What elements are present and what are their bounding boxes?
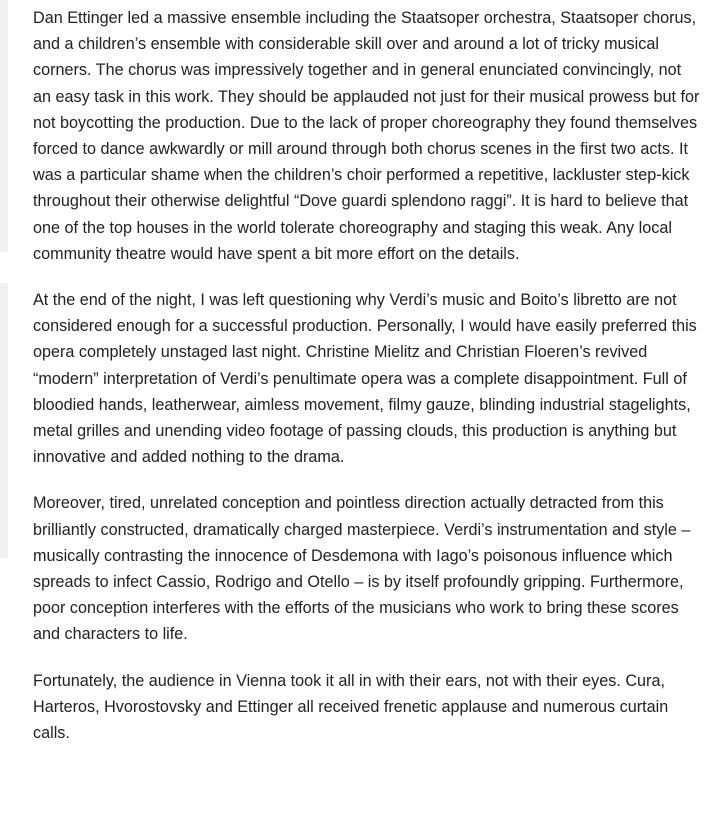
paragraph-production: At the end of the night, I was left questioning why Verdi’s music and Boito’s libretto are not considered enough for a successful production. Personally, I would have easily preferred this opera completely unstaged last night. Christine Mielitz and Christian Floeren’s revived “modern” interpretation of Verdi’s penultimate opera was a complete disappointment. Full of bloodied hands, leatherwear, aimless movement, filmy gauze, blinding industrial stagelights, metal grilles and unending video footage of passing clouds, this production is anything but innovative and added nothing to the drama.: [33, 291, 697, 467]
paragraph-audience: Fortunately, the audience in Vienna took it all in with their ears, not with their eyes. Cura, Harteros, Hvorostovsky and Ettinger all received frenetic applause and numerous curtain calls.: [33, 671, 669, 743]
paragraph-conception: Moreover, tired, unrelated conception and pointless direction actually detracted from this brilliantly constructed, dramatically charged masterpiece. Verdi’s instrumentation and style – musically contrasting the innocence of Desdemona with Iago’s poisonous influence which spreads to infect Cassio, Rodrigo and Otello – is by itself profoundly gripping. Furthermore, poor conception interferes with the efforts of the musicians who work to bring these scores and characters to life.: [33, 494, 691, 644]
left-margin-bar: [0, 0, 8, 252]
left-margin-bar: [0, 283, 8, 558]
paragraph-ensemble: Dan Ettinger led a massive ensemble including the Staatsoper orchestra, Staatsoper chorus, and a children’s ensemble with considerable skill over and around a lot of tricky musical corners. The chorus was impressively together and in general enunciated convincingly, not an easy task in this work. They should be applauded not just for their musical prowess but for not boycotting the production. Due to the lack of proper choreography they found themselves forced to dance awkwardly or mill around through both chorus scenes in the first two acts. It was a particular shame when the children’s choir performed a repetitive, lackluster step-kick throughout their otherwise delightful “Dove guardi splendono raggi”. It is hard to believe that one of the top houses in the world tolerate choreography and staging this weak. Any local community theatre would have spent a bit more effort on the details.: [33, 9, 700, 263]
article-body: [33, 5, 703, 766]
